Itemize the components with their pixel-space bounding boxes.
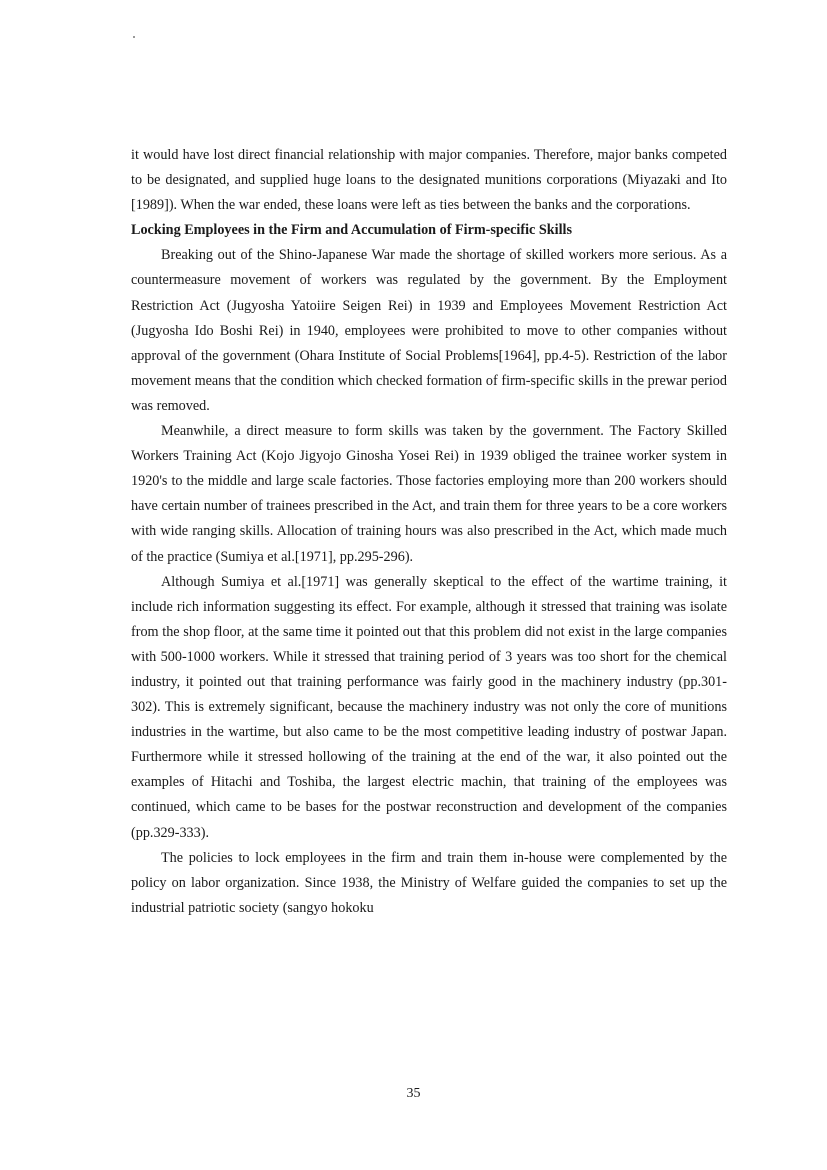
- scan-speck: [133, 36, 135, 38]
- paragraph: Although Sumiya et al.[1971] was generally skeptical to the effect of the wartime training, it include rich information suggesting its effect. For example, although it stressed that training was isolate from the shop floor, at the same time it pointed out that this problem did not exist in the large companies with 500-1000 workers. While it stressed that training period of 3 years was too short for the chemical industry, it pointed out that training performance was fairly good in the machinery industry (pp.301-302). This is extremely significant, because the machinery industry was not only the core of munitions industries in the wartime, but also came to be the most competitive leading industry of postwar Japan. Furthermore while it stressed hollowing of the training at the end of the war, it also pointed out the examples of Hitachi and Toshiba, the largest electric machin, that training of the employees was continued, which came to be bases for the postwar reconstruction and development of the companies (pp.329-333).: [131, 573, 727, 841]
- paragraph: it would have lost direct financial relationship with major companies. Therefore, major banks competed to be designated, and supplied huge loans to the designated munitions corporations (Miyazaki and Ito [1989]). When the war ended, these loans were left as ties between the banks and the corporations.: [131, 147, 727, 214]
- page-number: 35: [406, 1086, 421, 1101]
- document-body: [131, 143, 727, 921]
- paragraph: Meanwhile, a direct measure to form skills was taken by the government. The Factory Skilled Workers Training Act (Kojo Jigyojo Ginosha Yosei Rei) in 1939 obliged the trainee worker system in 1920's to the middle and large scale factories. Those factories employing more than 200 workers should have certain number of trainees prescribed in the Act, and train them for three years to be a core workers with wide ranging skills. Allocation of training hours was also prescribed in the Act, which made much of the practice (Sumiya et al.[1971], pp.295-296).: [131, 423, 727, 565]
- paragraph: Breaking out of the Shino-Japanese War made the shortage of skilled workers more serious. As a countermeasure movement of workers was regulated by the government. By the Employment Restriction Act (Jugyosha Yatoiire Seigen Rei) in 1939 and Employees Movement Restriction Act (Jugyosha Ido Boshi Rei) in 1940, employees were prohibited to move to other companies without approval of the government (Ohara Institute of Social Problems[1964], pp.4-5). Restriction of the labor movement means that the condition which checked formation of firm-specific skills in the prewar period was removed.: [131, 247, 727, 414]
- section-heading: Locking Employees in the Firm and Accumulation of Firm-specific Skills: [131, 222, 572, 239]
- paragraph: The policies to lock employees in the firm and train them in-house were complemented by the policy on labor organization. Since 1938, the Ministry of Welfare guided the companies to set up the industrial patriotic society (sangyo hokoku: [131, 849, 727, 916]
